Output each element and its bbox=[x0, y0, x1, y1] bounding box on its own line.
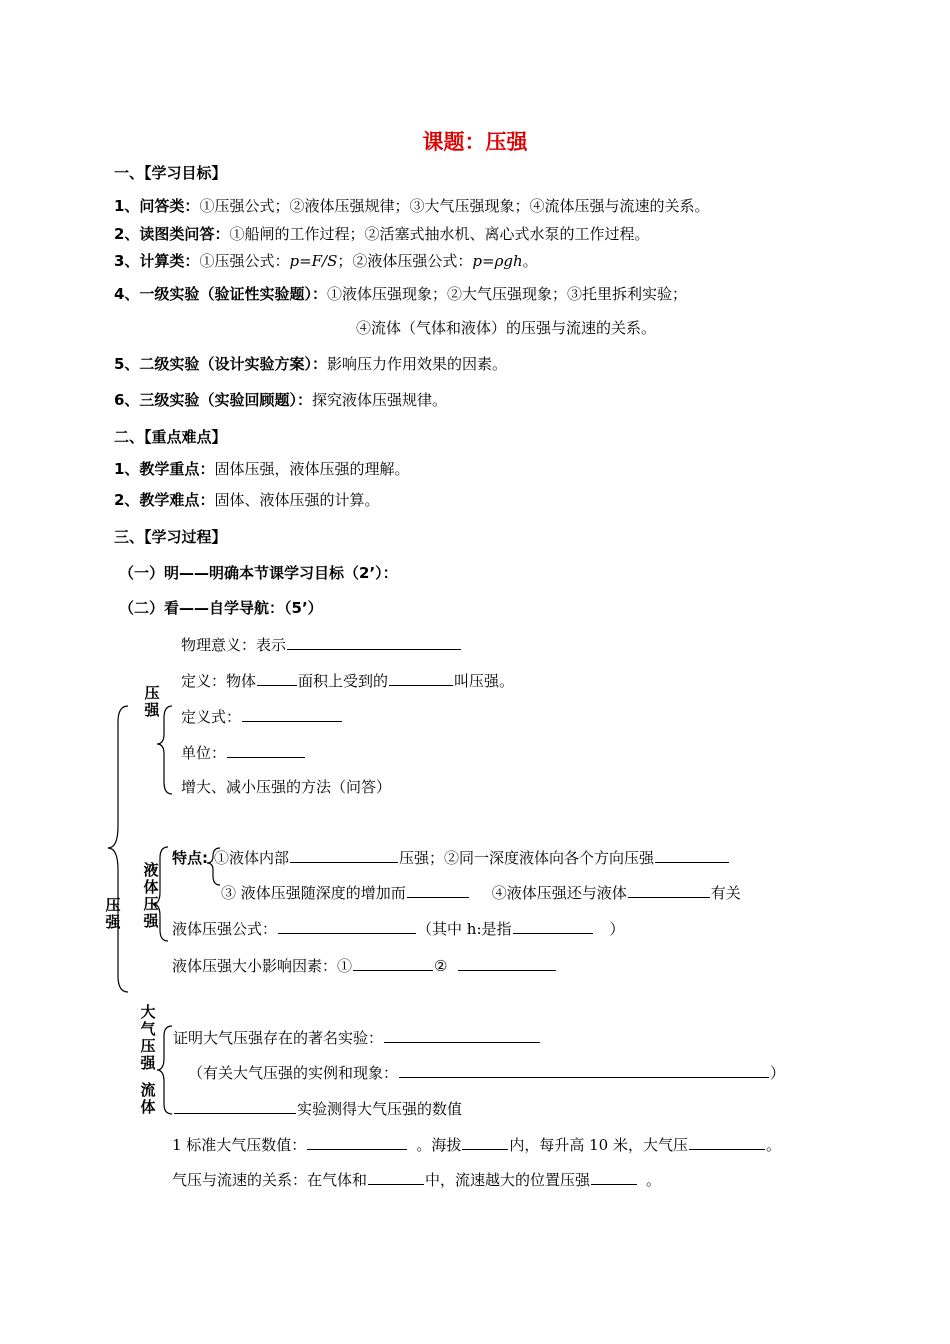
feature-2-text-a: ③ 液体压强随深度的增加而 bbox=[221, 884, 406, 902]
objective-5-text: 影响压力作用效果的因素。 bbox=[326, 355, 507, 373]
objective-4-text: ①液体压强现象；②大气压强现象；③托里拆利实验； bbox=[326, 285, 687, 303]
section-2-heading: 二、【重点难点】 bbox=[114, 428, 227, 446]
objective-1-text: ①压强公式；②液体压强规律；③大气压强现象；④流体压强与流速的关系。 bbox=[199, 197, 710, 215]
unit-line bbox=[181, 742, 306, 763]
objective-4-label: 4、一级实验（验证性实验题）： bbox=[114, 285, 327, 303]
objective-5-label: 5、二级实验（设计实验方案）： bbox=[114, 355, 327, 373]
measurement-text: 实验测得大气压强的数值 bbox=[297, 1100, 463, 1118]
objective-1-label: 1、问答类： bbox=[114, 197, 200, 215]
famous-experiment-line bbox=[173, 1027, 541, 1048]
depth-meaning-blank[interactable] bbox=[513, 918, 593, 934]
liquid-pressure-formula: p=ρgh bbox=[472, 252, 523, 270]
definition-blank-2[interactable] bbox=[389, 670, 453, 686]
objective-6-label: 6、三级实验（实验回顾题）： bbox=[114, 391, 312, 409]
formula-text: 定义式： bbox=[181, 708, 242, 726]
physical-meaning-line bbox=[181, 634, 462, 655]
key-point-text: 固体压强，液体压强的理解。 bbox=[214, 460, 410, 478]
flow-speed-text-b: 中，流速越大的位置压强 bbox=[425, 1171, 591, 1189]
feature-2-text-b: ④液体压强还与液体 bbox=[491, 884, 627, 902]
flow-speed-text-c: 。 bbox=[646, 1171, 662, 1189]
liquid-factors-text-b: ② bbox=[434, 957, 448, 975]
fluid-label: 流 体 bbox=[140, 1081, 156, 1116]
root-pressure-label: 压 强 bbox=[105, 896, 121, 931]
examples-blank[interactable] bbox=[399, 1062, 769, 1078]
formula-blank[interactable] bbox=[242, 706, 342, 722]
difficult-point-label: 2、教学难点： bbox=[114, 491, 215, 509]
liquid-formula-blank[interactable] bbox=[278, 918, 416, 934]
standard-pressure-line bbox=[172, 1134, 781, 1155]
feature-2-text-c: 有关 bbox=[710, 884, 741, 902]
feature-2-blank-2[interactable] bbox=[628, 882, 710, 898]
objective-4-text-cont: ④流体（气体和液体）的压强与流速的关系。 bbox=[356, 319, 657, 337]
atmospheric-pressure-label: 大 气 压 强 bbox=[140, 1003, 156, 1072]
section-3-heading: 三、【学习过程】 bbox=[114, 528, 227, 546]
step-2: （二）看——自学导航：（5’） bbox=[119, 599, 323, 617]
fluid-type-blank[interactable] bbox=[368, 1169, 424, 1185]
measurement-blank[interactable] bbox=[174, 1098, 296, 1114]
pressure-level-blank[interactable] bbox=[591, 1169, 637, 1185]
section-1-heading: 一、【学习目标】 bbox=[114, 164, 227, 182]
definition-line bbox=[181, 670, 514, 691]
atmosphere-brace bbox=[157, 1026, 172, 1114]
definition-text-a: 定义：物体 bbox=[181, 672, 257, 690]
objective-2-text: ①船闸的工作过程；②活塞式抽水机、离心式水泵的工作过程。 bbox=[229, 225, 650, 243]
flow-speed-line bbox=[172, 1169, 661, 1190]
methods-line: 增大、减小压强的方法（问答） bbox=[181, 778, 392, 796]
altitude-blank[interactable] bbox=[462, 1134, 508, 1150]
standard-pressure-text-a: 1 标准大气压数值： bbox=[172, 1136, 307, 1154]
physical-meaning-text: 物理意义：表示 bbox=[181, 636, 287, 654]
objective-3-label: 3、计算类： bbox=[114, 252, 200, 270]
flow-speed-text-a: 气压与流速的关系：在气体和 bbox=[172, 1171, 368, 1189]
liquid-formula-line bbox=[172, 918, 625, 939]
feature-1-blank-1[interactable] bbox=[290, 847, 398, 863]
unit-blank[interactable] bbox=[227, 742, 305, 758]
standard-pressure-blank[interactable] bbox=[307, 1134, 407, 1150]
root-brace bbox=[108, 706, 128, 992]
solid-pressure-label: 压 强 bbox=[144, 684, 160, 719]
liquid-pressure-label: 液 体 压 强 bbox=[143, 861, 159, 930]
standard-pressure-text-c: 内，每升高 10 米，大气压 bbox=[509, 1136, 688, 1154]
liquid-factors-line bbox=[172, 955, 557, 976]
definition-text-c: 叫压强。 bbox=[454, 672, 515, 690]
objective-6-text: 探究液体压强规律。 bbox=[311, 391, 447, 409]
physical-meaning-blank[interactable] bbox=[287, 634, 461, 650]
feature-1-blank-2[interactable] bbox=[655, 847, 729, 863]
standard-pressure-text-d: 。 bbox=[765, 1136, 781, 1154]
famous-experiment-blank[interactable] bbox=[384, 1027, 540, 1043]
factor-2-blank[interactable] bbox=[458, 955, 556, 971]
solid-brace bbox=[157, 706, 172, 794]
standard-pressure-text-b: 。海拔 bbox=[416, 1136, 462, 1154]
difficult-point-text: 固体、液体压强的计算。 bbox=[214, 491, 380, 509]
step-1: （一）明——明确本节课学习目标（2’）： bbox=[119, 564, 398, 582]
liquid-feature-line-1 bbox=[172, 847, 730, 868]
factor-1-blank[interactable] bbox=[353, 955, 433, 971]
liquid-feature-line-2 bbox=[221, 882, 741, 903]
key-point-label: 1、教学重点： bbox=[114, 460, 215, 478]
liquid-factors-text-a: 液体压强大小影响因素：① bbox=[172, 957, 353, 975]
famous-experiment-text: 证明大气压强存在的著名实验： bbox=[173, 1029, 384, 1047]
pressure-formula: p=F/S bbox=[289, 252, 338, 270]
feature-2-blank-1[interactable] bbox=[407, 882, 469, 898]
feature-1-text-a: ①液体内部 bbox=[214, 849, 290, 867]
objective-3-text-b: ；②液体压强公式： bbox=[337, 252, 473, 270]
liquid-formula-text-a: 液体压强公式： bbox=[172, 920, 278, 938]
objective-3-text-a: ①压强公式： bbox=[199, 252, 290, 270]
liquid-formula-text-c: ） bbox=[609, 920, 625, 938]
formula-line bbox=[181, 706, 343, 727]
objective-2-label: 2、读图类问答： bbox=[114, 225, 230, 243]
objective-3-text-c: 。 bbox=[522, 252, 538, 270]
pressure-change-blank[interactable] bbox=[689, 1134, 765, 1150]
feature-label: 特点: bbox=[172, 849, 208, 867]
page-title: 课题：压强 bbox=[422, 130, 528, 154]
examples-text-b: ） bbox=[770, 1064, 786, 1082]
definition-text-b: 面积上受到的 bbox=[298, 672, 389, 690]
feature-1-text-b: 压强；②同一深度液体向各个方向压强 bbox=[399, 849, 655, 867]
examples-text-a: （有关大气压强的实例和现象： bbox=[188, 1064, 399, 1082]
liquid-formula-text-b: （其中 h:是指 bbox=[417, 920, 512, 938]
unit-text: 单位： bbox=[181, 744, 227, 762]
measurement-line bbox=[173, 1098, 462, 1119]
examples-line bbox=[188, 1062, 785, 1083]
definition-blank-1[interactable] bbox=[257, 670, 297, 686]
